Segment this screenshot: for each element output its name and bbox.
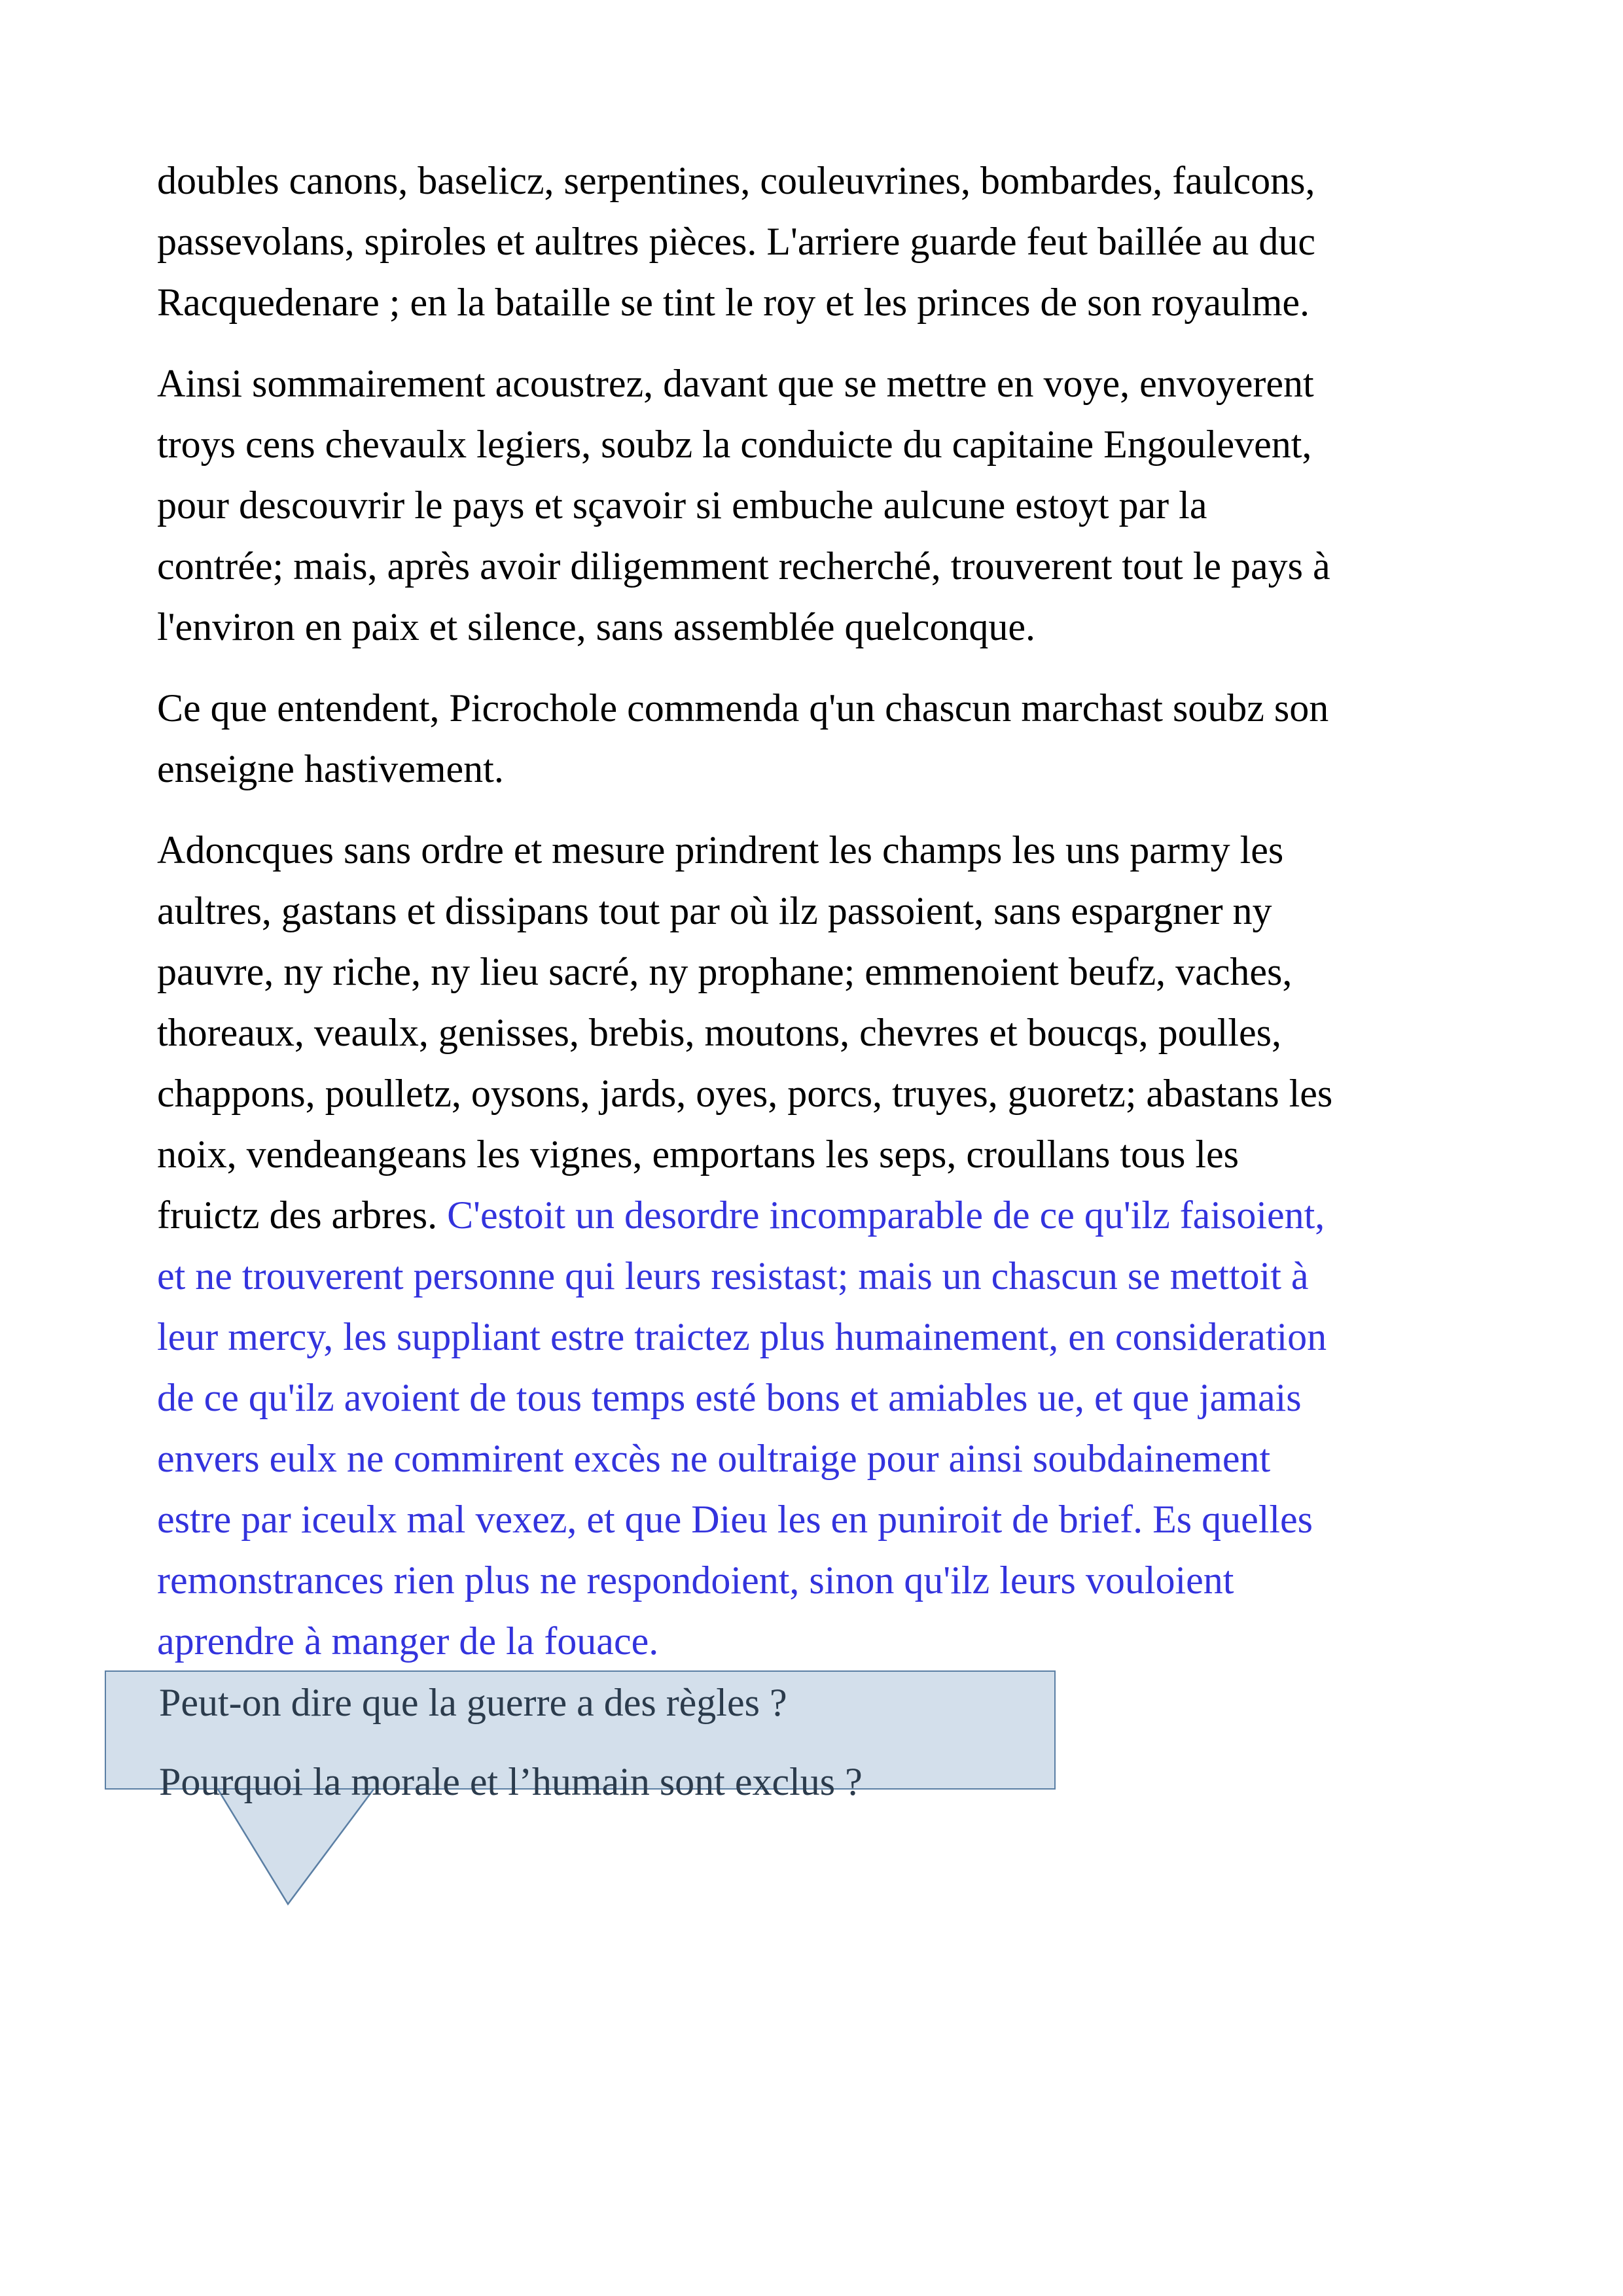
text-line [157, 1307, 1332, 1368]
black-text-segment: aultres, gastans et dissipans tout par où ilz passoient, sans espargner ny [157, 889, 1272, 932]
black-text-segment: pauvre, ny riche, ny lieu sacré, ny prophane; emmenoient beufz, vaches, [157, 950, 1293, 993]
blue-text-segment: estre par iceulx mal vexez, et que Dieu les en puniroit de brief. Es quelles [157, 1498, 1313, 1541]
text-line: Racquedenare ; en la bataille se tint le roy et les princes de son royaulme. [157, 281, 1310, 324]
text-line: Ce que entendent, Picrochole commenda q'un chascun marchast soubz son [157, 686, 1329, 730]
blue-text-segment: envers eulx ne commirent excès ne oultraige pour ainsi soubdainement [157, 1437, 1271, 1480]
text-line [157, 1124, 1332, 1185]
text-line [157, 1611, 1332, 1672]
blue-text-segment: remonstrances rien plus ne respondoient, sinon qu'ilz leurs vouloient [157, 1559, 1234, 1602]
text-line: pour descouvrir le pays et sçavoir si embuche aulcune estoyt par la [157, 484, 1207, 527]
text-line [157, 881, 1332, 942]
blue-text-segment: C'estoit un desordre incomparable de ce qu'ilz faisoient, [447, 1193, 1325, 1237]
text-line: doubles canons, baselicz, serpentines, couleuvrines, bombardes, faulcons, [157, 159, 1315, 202]
text-line [157, 820, 1332, 881]
text-line: Ainsi sommairement acoustrez, davant que se mettre en voye, envoyerent [157, 362, 1314, 405]
text-line [157, 1368, 1332, 1428]
paragraph-1 [157, 150, 1332, 333]
text-line: enseigne hastivement. [157, 747, 504, 790]
black-text-segment: noix, vendeangeans les vignes, emportans les seps, croullans tous les [157, 1133, 1239, 1176]
text-line [157, 1550, 1332, 1611]
callout-questions [159, 1672, 863, 1812]
text-line [157, 1246, 1332, 1307]
document-body [157, 150, 1332, 1692]
black-text-segment: Adoncques sans ordre et mesure prindrent les champs les uns parmy les [157, 828, 1284, 872]
blue-text-segment: et ne trouverent personne qui leurs resistast; mais un chascun se mettoit à [157, 1254, 1309, 1298]
text-line [157, 1063, 1332, 1124]
blue-text-segment: aprendre à manger de la fouace. [157, 1619, 659, 1663]
text-line: troys cens chevaulx legiers, soubz la conduicte du capitaine Engoulevent, [157, 423, 1312, 466]
blue-text-segment: de ce qu'ilz avoient de tous temps esté bons et amiables ue, et que jamais [157, 1376, 1302, 1419]
text-line: contrée; mais, après avoir diligemment recherché, trouverent tout le pays à [157, 544, 1330, 588]
black-text-segment: chappons, poulletz, oysons, jards, oyes, porcs, truyes, guoretz; abastans les [157, 1072, 1333, 1115]
paragraph-4 [157, 820, 1332, 1672]
blue-text-segment: leur mercy, les suppliant estre traictez plus humainement, en consideration [157, 1315, 1327, 1358]
paragraph-2 [157, 353, 1332, 658]
paragraph-3 [157, 678, 1332, 800]
text-line: l'environ en paix et silence, sans assemblée quelconque. [157, 605, 1036, 648]
black-text-segment: thoreaux, veaulx, genisses, brebis, moutons, chevres et boucqs, poulles, [157, 1011, 1281, 1054]
text-line: passevolans, spiroles et aultres pièces. L'arriere guarde feut baillée au duc [157, 220, 1316, 263]
text-line [157, 1489, 1332, 1550]
text-line [157, 1428, 1332, 1489]
text-line [157, 1185, 1332, 1246]
text-line [157, 942, 1332, 1002]
callout-question-2: Pourquoi la morale et l’humain sont exclus ? [159, 1760, 863, 1803]
callout-question-1: Peut-on dire que la guerre a des règles ? [159, 1681, 787, 1724]
text-line [157, 1002, 1332, 1063]
black-text-segment: fruictz des arbres. [157, 1193, 448, 1237]
